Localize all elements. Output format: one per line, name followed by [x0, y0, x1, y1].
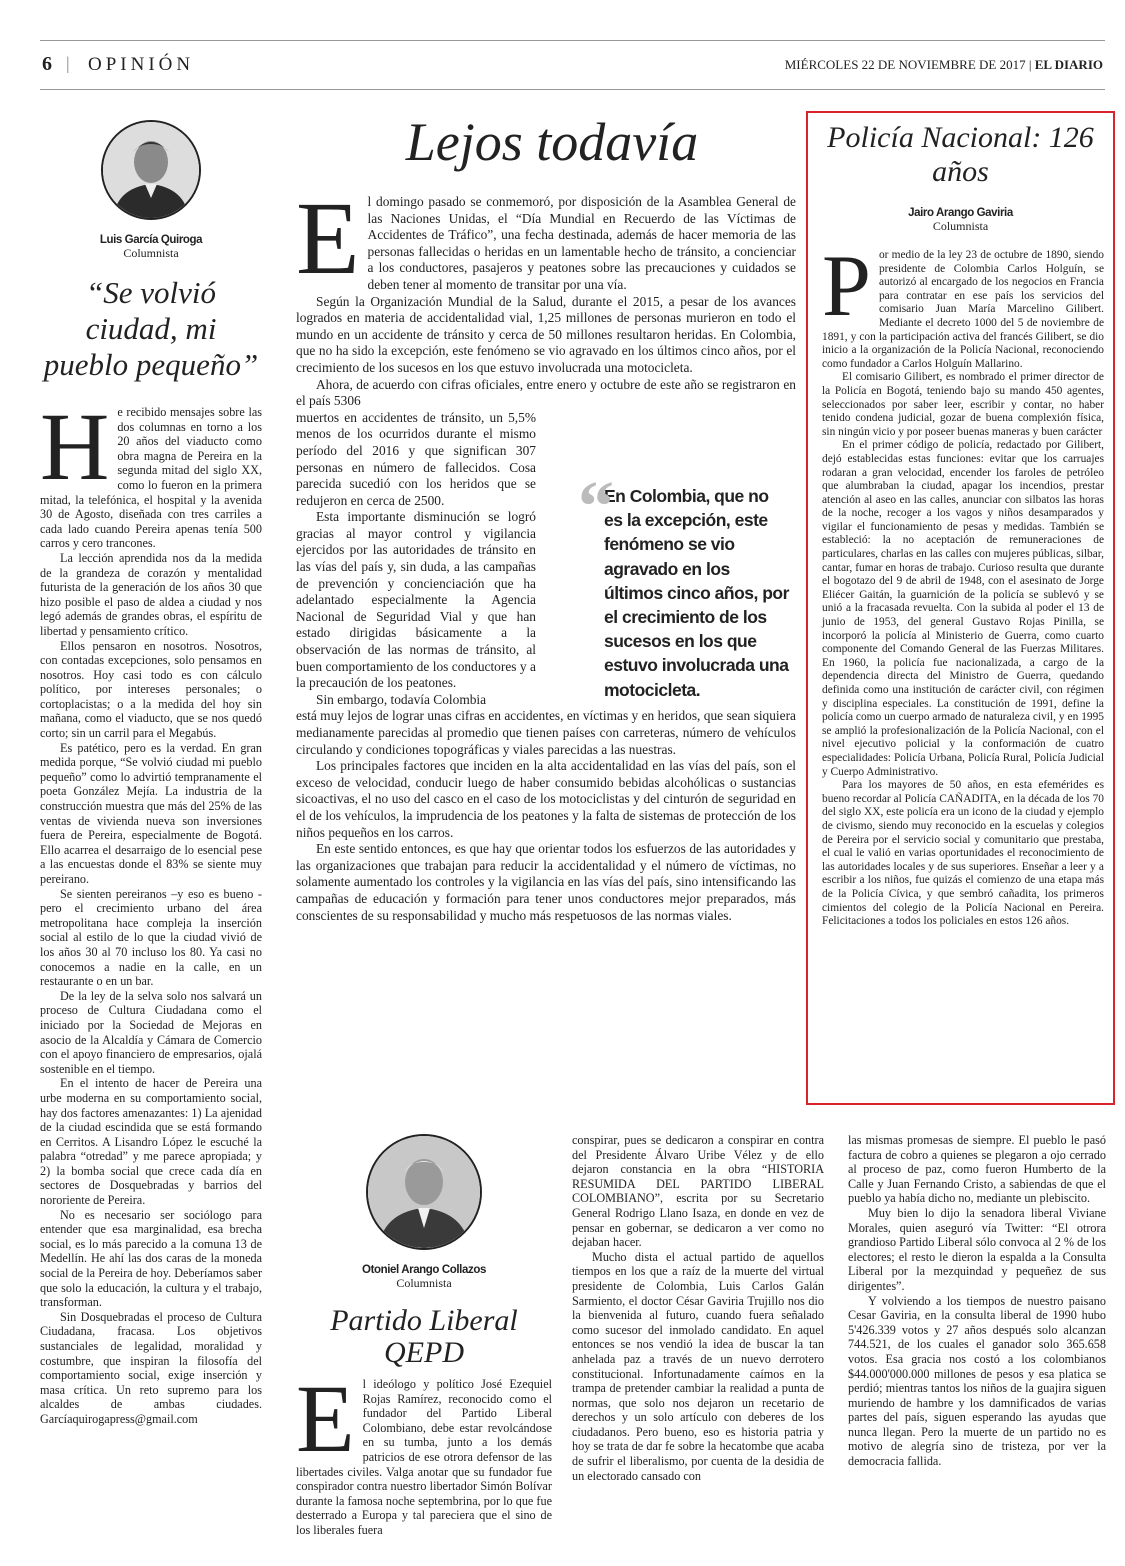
paragraph: Ahora, de acuerdo con cifras oficiales, entre enero y octubre de este año se registraron en el país 5306: [296, 376, 796, 409]
box-headline: Policía Nacional: 126 años: [827, 121, 1094, 188]
column-opinion-garcia: [40, 120, 262, 1427]
paragraph: conspirar, pues se dedicaron a conspirar en contra del Presidente Álvaro Uribe Vélez y de ello dejaron constancia en la obra “HISTORIA RESUMIDA DEL PARTIDO LIBERAL COLOMBIANO”, escrita por su Secretario General Rodrigo Llano Isaza, en donde en vez de pensar en gobernar, se dedicaron a ver como no dejaban hacer.: [572, 1133, 824, 1250]
author-name: Otoniel Arango Collazos: [362, 1264, 486, 1276]
paragraph: Los principales factores que inciden en la alta accidentalidad en las vías del país, son el exceso de velocidad, conducir luego de haber consumido bebidas alcohólicas o sustancias sicoactivas, el no uso del casco en el caso de los motociclistas y del cinturón de seguridad en el de los vehículos, la imprudencia de los peatones y la falta de sistemas de protección de los niños pequeños en los carros.: [296, 758, 796, 840]
paragraph: las mismas promesas de siempre. El pueblo le pasó factura de cobro a quienes se plegaron a ojo cerrado al proceso de paz, como fueron Humberto de la Calle y Juan Fernando Cristo, a sabiendas de que el pueblo ya había dicho no, mediante un plebiscito.: [848, 1133, 1106, 1206]
paragraph: El ideólogo y político José Ezequiel Rojas Ramírez, reconocido como el fundador del Partido Liberal Colombiano, debe estar revolcándose en su tumba, junto a los demás patricios de ese otrora defensor de las libertades civiles. Valga anotar que su fundador fue conspirador contra nuestro libertador Simón Bolívar durante la famosa noche septembrina, por lo que fue desterrado a Europa y tal pareciera que el sino de los liberales fuera: [296, 1365, 552, 1537]
paragraph: Es patético, pero es la verdad. En gran medida porque, “Se volvió ciudad mi pueblo pequeño” como lo advirtió tempranamente el poeta González Mejía. La industria de la construcción muestra que más del 25% de las ventas de vivienda nueva son inversiones fuera de Pereira, especialmente de Bogotá. Ello acarrea el desarraigo de lo esencial pese a las encuestas donde el 83% se siente muy pereirano.: [40, 740, 262, 886]
article-continuation-col3: [572, 1133, 824, 1483]
newspaper-name: EL DIARIO: [1034, 57, 1103, 72]
editorial-headline: Lejos todavía: [405, 112, 699, 172]
drop-cap: H: [40, 393, 110, 500]
paragraph: muertos en accidentes de tránsito, un 5,5% menos de los ocurridos durante el mismo período del 2016 y que significan 307 personas en número de fallecidos. Cosa parecida sucedió con los heridos que se redujeron en cerca de 2500.: [296, 409, 536, 508]
portrait-arango: [368, 1136, 480, 1248]
opinion-headline: “Se volvió ciudad, mi pueblo pequeño”: [43, 275, 259, 382]
paragraph: En este sentido entonces, es que hay que orientar todos los esfuerzos de las autoridades y las organizaciones que trabajan para reducir la accidentalidad y el número de víctimas, no solamente aumentado los controles y la vigilancia en las vías del país, sino intensificando las campañas de educación y formación para tener unos conductores mejor preparados, más conscientes de su responsabilidad y mucho más respetuosos de las normas viales.: [296, 841, 796, 923]
paragraph: Ellos pensaron en nosotros. Nosotros, con contadas excepciones, solo pensamos en nosotros. Hoy casi todo es con cálculo político, por intereses personales; o cortoplacistas; o a la medida del hoy sin mañana, como el viaducto, que se nos quedó corto; sin un carril para el Megabús.: [40, 638, 262, 741]
paragraph: He recibido mensajes sobre las dos columnas en torno a los 20 años del viaducto como obra magna de Pereira en la segunda mitad del siglo XX, como lo fueron en la primera mitad, la telefónica, el hospital y la avenida 30 de Agosto, diseñada con tres carriles a cada lado cuando Pereira apenas tenía 500 carros y cero trancones.: [40, 393, 262, 551]
paragraph: Se sienten pereiranos –y eso es bueno - pero el crecimiento urbano del área metropolitana hace compleja la inserción social al estilo de lo que la ciudad vivió de los años 30 al 70 incluso los 80. Ya casi no conocemos a nadie en la calle, en un restaurante o en un bar.: [40, 886, 262, 989]
paragraph: El domingo pasado se conmemoró, por disposición de la Asamblea General de las Naciones Unidas, el “Día Mundial en Recuerdo de las Víctimas de Accidentes de Tráfico”, una fecha destinada, además de hacer memoria de las personas fallecidas o heridas en un lamentable hecho de tránsito, a concienciar a los conductores, pasajeros y peatones sobre las precauciones y cuidados se deben tener al momento de transitar por una vía.: [296, 181, 796, 296]
paragraph: Esta importante disminución se logró gracias al mayor control y vigilancia ejercidos por las autoridades de tránsito en las vías del país y, sin duda, a las campañas de prevención y concienciación que ha adelantado especialmente la Agencia Nacional de Seguridad Vial y que han estado dirigidas básicamente a la observación de las normas de tránsito, al buen comportamiento de los conductores y a la precaución de los peatones.: [296, 509, 536, 691]
quote-mark-icon: “: [578, 466, 614, 546]
portrait-garcia: [103, 122, 199, 218]
paragraph: Y volviendo a los tiempos de nuestro paisano Cesar Gaviria, en la consulta liberal de 1990 hubo 5'426.339 votos y 27 años después solo alcanzan 744.521, de los cuales el ganador solo 365.658 votos. Esa gracia nos costó a los colombianos $44.000'000.000 millones de pesos y esa platica se perdió; mientras tantos los niños de la guajira siguen muriendo de hambre y los damnificados de varias partes del país, siguen esperando las ayudas que nunca llegan. Pero la muerte de un partido no es motivo de alegría sino de tristeza, por ver la democracia fallida.: [848, 1293, 1106, 1469]
paragraph: El comisario Gilibert, es nombrado el primer director de la Policía en Bogotá, teniendo bajo su mando 450 agentes, seleccionados por saber leer, escribir y contar, no haber tenido condena judicial, gozar de buena complexión física, sin ningún vicio y por poseer buenas maneras y buen carácter: [822, 371, 1104, 438]
paragraph: está muy lejos de lograr unas cifras en accidentes, en víctimas y en heridos, que sean siquiera medianamente parecidas al promedio que tienen países con carreteras, número de vehículos circulando y condiciones topográficas y viales parecidas a las nuestras.: [296, 708, 796, 757]
paragraph: Para los mayores de 50 años, en esta efemérides es bueno recordar al Policía CAÑADITA, en la década de los 70 del siglo XX, este policía era un icono de la ciudad y ejemplo de civismo, siendo muy reconocido en la escuelas y colegios de Pereira por el servicio social y comunitario que prestaba, el cual le valió en varias oportunidades el reconocimiento de las autoridades locales y de sus superiores. Enseñar a leer y a escribir a los niños, fue quizás el comienzo de una etapa más de la Policía Cívica, y que sembró cañadita, los primeros cimientos del colegio de la Policía Nacional en Pereira. Felicitaciones a todos los policiales en estos 126 años.: [822, 779, 1104, 928]
article-body: [296, 1365, 552, 1538]
author-name: Jairo Arango Gaviria: [908, 207, 1013, 219]
article-continuation-col4: [848, 1133, 1106, 1469]
article-body: [40, 393, 262, 1427]
paragraph: La lección aprendida nos da la medida de la grandeza de corazón y mentalidad futurista de la generación de los años 30 que hizo posible el paso de aldea a ciudad y nos legó además de grandes obras, el espíritu de libertad y pensamiento crítico.: [40, 550, 262, 638]
author-role: Columnista: [123, 246, 179, 260]
paragraph: Sin Dosquebradas el proceso de Cultura Ciudadana, fracasa. Los objetivos sustanciales de legalidad, moralidad y costumbre, que inspiran la filosofía del comportamiento social, exige inserción y masa crítica. Un reto supremo para los alcaldes de ambas ciudades. Garcíaquirogapress@gmail.com: [40, 1309, 262, 1426]
paragraph: Sin embargo, todavía Colombia: [316, 691, 487, 707]
narrow-text-block: [296, 410, 536, 709]
paragraph: Mucho dista el actual partido de aquellos tiempos en los que a raíz de la muerte del virtual presidente de Colombia, Luis Carlos Galán Sarmiento, el doctor César Gaviria Trujillo nos dio la bienvenida al futuro, cuando fuera señalado como sucesor del inmolado candidato. En aquel entonces se nos vendió la idea de buscar la tan anhelada paz a través de un nuevo derrotero constitucional. Infortunadamente caímos en la trampa de pretender cambiar la realidad a punta de normas, que solo nos dejaron un recetario de derechos y un solo artículo con deberes de los ciudadanos. Pero bueno, eso es historia patria y hoy se trata de dar fe sobre la hecatombe que acaba de sufrir el liberalismo, por cuenta de la desidia de un electorado cansado con: [572, 1249, 824, 1483]
pull-quote-text: En Colombia, que no es la excepción, este fenómeno se vio agravado en los últimos cinco años, por el crecimiento de los sucesos en los que estuvo involucrada una motocicleta.: [604, 486, 789, 700]
section-name: OPINIÓN: [88, 54, 195, 75]
featured-column-box: [806, 111, 1115, 1105]
opinion-headline: Partido Liberal QEPD: [330, 1304, 518, 1369]
header-separator: |: [66, 53, 70, 73]
drop-cap: E: [296, 1365, 355, 1472]
author-role: Columnista: [932, 219, 989, 233]
author-role: Columnista: [396, 1276, 452, 1290]
article-body: [822, 238, 1104, 929]
page-number: 6: [42, 53, 52, 75]
pull-quote: [578, 466, 790, 702]
paragraph: De la ley de la selva solo nos salvará un proceso de Cultura Ciudadana como el iniciado por la Sociedad de Mejoras en asocio de la Alcaldía y Cámara de Comercio con el apoyo financiero de empresarios, ojalá sostenible en el tiempo.: [40, 988, 262, 1076]
column-opinion-arango: [296, 1134, 552, 1538]
drop-cap: P: [822, 238, 871, 335]
paragraph: Por medio de la ley 23 de octubre de 1890, siendo presidente de Colombia Carlos Holguín, se autorizó al encargado de los negocios en Francia para contratar en ese país los servicios del comisario Juan María Marcelino Gilibert. Mediante el decreto 1000 del 5 de noviembre de 1891, y con la participación activa del francés Gilibert, se dio inicio a la organización de la Policía Nacional, reconociendo como fundador a Carlos Holguín Mallarino.: [822, 238, 1104, 370]
paragraph: Muy bien lo dijo la senadora liberal Viviane Morales, quien aseguró vía Twitter: “El otrora grandioso Partido Liberal sólo convoca al 2 % de los electores; el resto le dieron la espalda a la Consulta Liberal por la mezquindad y pequeñez de sus dirigentes”.: [848, 1205, 1106, 1293]
avatar-garcia: [101, 120, 201, 220]
paragraph: En el primer código de policía, redactado por Gilibert, dejó establecidas estas funciones: evitar que los carruajes rodaran a gran velocidad, encender los faroles de petróleo que alumbraban la ciudad, apagar los incendios, prestar atención al aseo en las calles, anunciar con silbatos las horas de la noche, recoger a los vagos y niños desamparados y vigilar el funcionamiento de pesas y medidas. También se estableció: la no aceptación de remuneraciones de particulares, charlas en las calles con mujeres públicas, silbar, cantar, fumar en horas de trabajo. Curioso resulta que durante el bogotazo del 9 de abril de 1948, con el asesinato de Jorge Eliécer Gaitán, la guarnición de la policía se sublevó y se unió a la fracasada revuelta. Con la subida al poder el 13 de junio de 1953, del general Gustavo Rojas Pinilla, se incorporó la policía al Ministerio de Guerra, como cuarto componente del Comando General de las Fuerzas Militares. En 1960, la policía fue nacionalizada, a cargo de la dependencia directa del Ministro de Guerra, quedando definida como una institución de carácter civil, con régimen y disciplina especiales. La constitución de 1991, define la policía como un cuerpo armado de naturaleza civil, y en 1995 se amplió la profesionalización de la Policía Nacional, con el nivel ejecutivo policial y la conformación de cuatro especialidades: Policía Urbana, Policía Rural, Policía Judicial y Cuerpo Administrativo.: [822, 439, 1104, 778]
paragraph: Según la Organización Mundial de la Salud, durante el 2015, a pesar de los avances logrados en materia de accidentalidad vial, 1,25 millones de personas murieron en todo el mundo en un accidente de tránsito y cerca de 50 millones resultaron heridas. En Colombia, que no ha sido la excepción, este fenómeno se vio agravado en los últimos cinco años, por el crecimiento de los sucesos en los que estuvo involucrada una motocicleta.: [296, 293, 796, 375]
page-header: [40, 40, 1105, 90]
drop-cap: E: [296, 181, 360, 296]
paragraph: En el intento de hacer de Pereira una urbe moderna en su comportamiento social, hay dos factores amenazantes: 1) La ajenidad de la ciudad escindida que se está formando en Cerritos. A Lisandro López le escuché la palabra “otredad” y me parece apropiada; y 2) la bomba social que crece cada día en sectores de Dosquebradas y barrios del nororiente de Pereira.: [40, 1076, 262, 1208]
author-name: Luis García Quiroga: [99, 234, 203, 246]
issue-date: MIÉRCOLES 22 DE NOVIEMBRE DE 2017 | EL DIARIO: [784, 57, 1103, 72]
paragraph: No es necesario ser sociólogo para entender que esa marginalidad, esa brecha social, es lo más parecido a la comuna 13 de Medellín. He ahí las dos caras de la moneda social de la Pereira de hoy. Deberíamos saber que solo la educación, la cultura y el trabajo, transforman.: [40, 1207, 262, 1310]
avatar-arango: [366, 1134, 482, 1250]
